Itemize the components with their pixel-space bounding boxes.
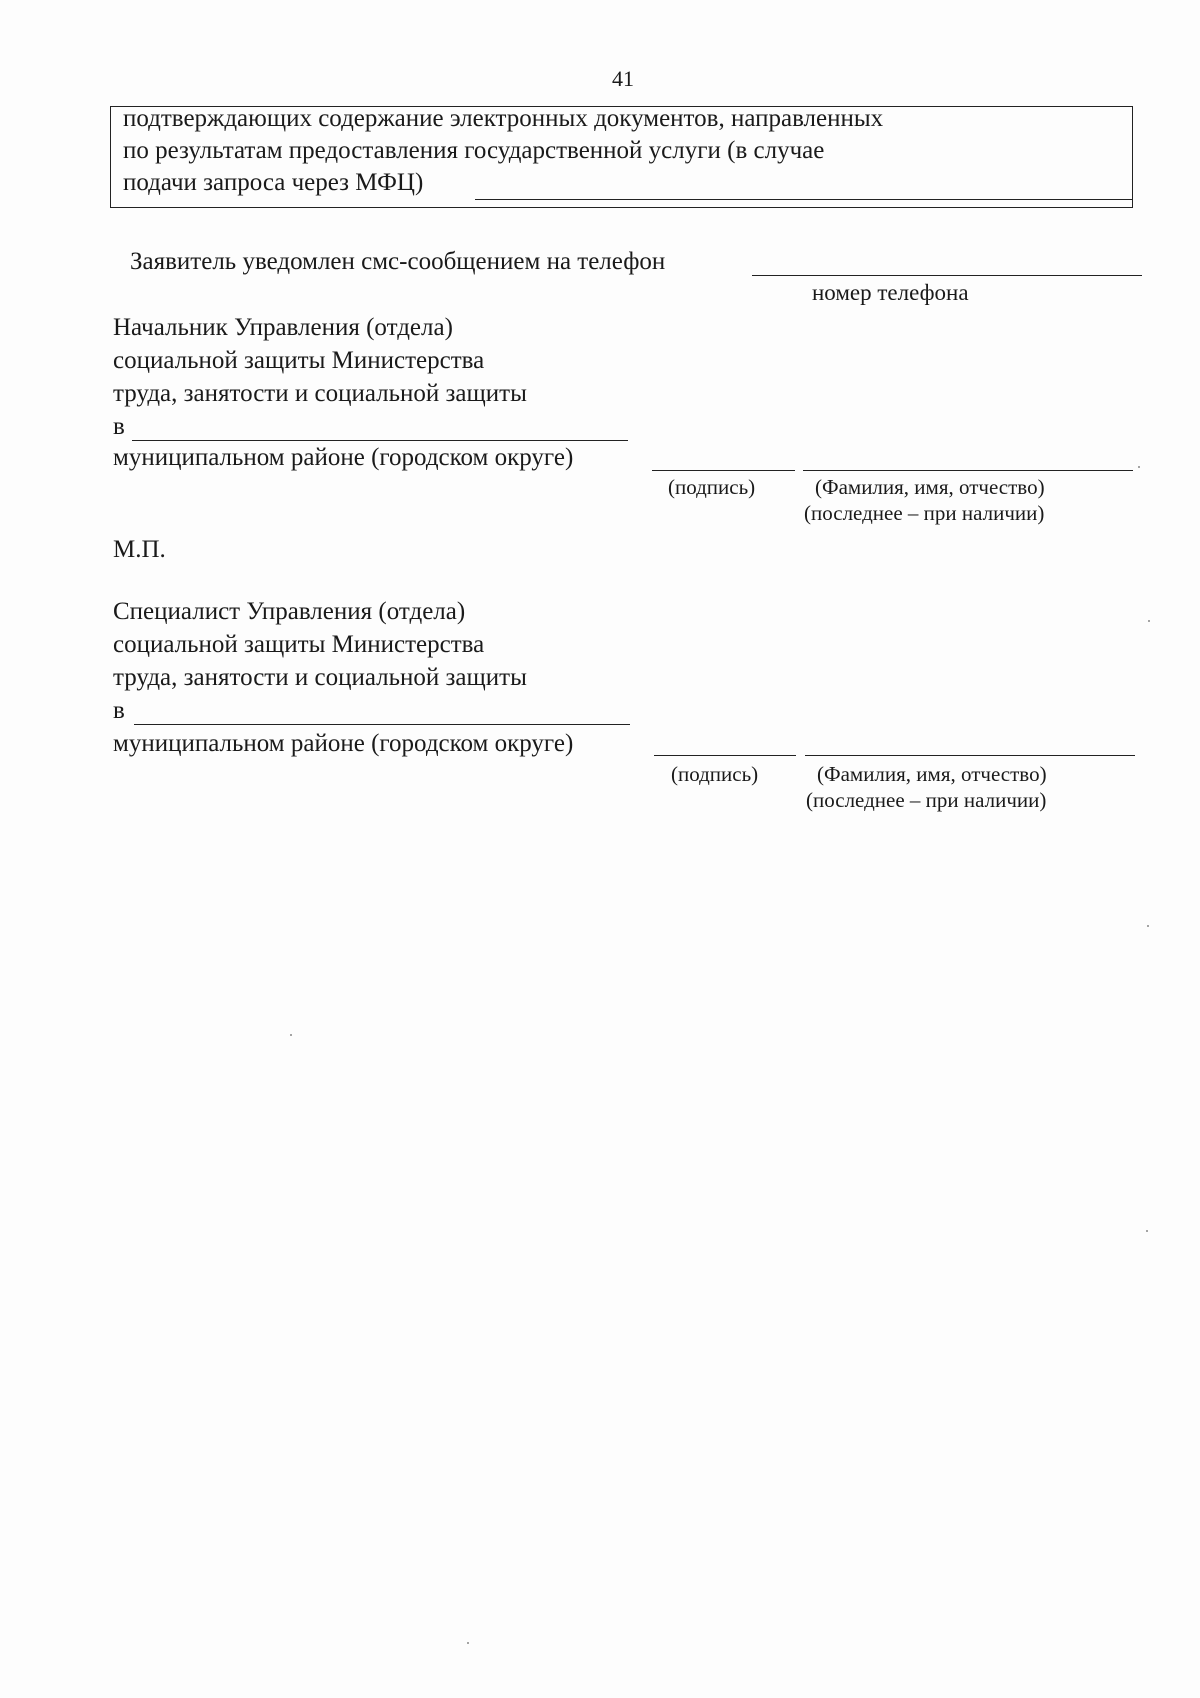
box-bottom-rule <box>475 199 1132 200</box>
head-line-5: муниципальном районе (городском округе) <box>113 444 574 471</box>
phone-number-caption: номер телефона <box>812 280 969 305</box>
specialist-district-field-line[interactable] <box>134 724 630 725</box>
specialist-line-3: труда, занятости и социальной защиты <box>113 664 527 691</box>
head-line-3: труда, занятости и социальной защиты <box>113 380 527 407</box>
head-signature-field-line[interactable] <box>652 470 795 471</box>
sms-notice-label: Заявитель уведомлен смс-сообщением на телефон <box>130 248 666 275</box>
box-line-2: по результатам предоставления государственной услуги (в случае <box>123 137 825 164</box>
scan-speck <box>1148 620 1150 622</box>
box-line-3: подачи запроса через МФЦ) <box>123 169 424 196</box>
scan-speck <box>290 1034 292 1036</box>
specialist-line-1: Специалист Управления (отдела) <box>113 598 466 625</box>
scan-speck <box>1147 925 1149 927</box>
scan-speck <box>467 1642 469 1644</box>
head-signature-caption: (подпись) <box>668 475 756 499</box>
specialist-line-2: социальной защиты Министерства <box>113 631 485 658</box>
specialist-line-4: в <box>113 697 125 724</box>
specialist-line-5: муниципальном районе (городском округе) <box>113 730 574 757</box>
box-line-1: подтверждающих содержание электронных документов, направленных <box>123 105 884 132</box>
stamp-placeholder: М.П. <box>113 536 166 563</box>
specialist-signature-field-line[interactable] <box>654 755 796 756</box>
head-line-2: социальной защиты Министерства <box>113 347 485 374</box>
scan-speck <box>1146 1230 1148 1232</box>
head-line-1: Начальник Управления (отдела) <box>113 314 453 341</box>
phone-number-field-line[interactable] <box>752 275 1142 276</box>
specialist-name-caption-2: (последнее – при наличии) <box>806 788 1047 812</box>
specialist-name-caption-1: (Фамилия, имя, отчество) <box>817 762 1047 786</box>
page-number: 41 <box>612 66 634 91</box>
bordered-text-box <box>110 106 1133 208</box>
specialist-name-field-line[interactable] <box>805 755 1135 756</box>
head-name-caption-1: (Фамилия, имя, отчество) <box>815 475 1045 499</box>
head-line-4: в <box>113 413 125 440</box>
head-name-field-line[interactable] <box>803 470 1133 471</box>
specialist-signature-caption: (подпись) <box>671 762 759 786</box>
head-name-caption-2: (последнее – при наличии) <box>804 501 1045 525</box>
scan-speck <box>1138 466 1140 468</box>
head-district-field-line[interactable] <box>132 440 628 441</box>
